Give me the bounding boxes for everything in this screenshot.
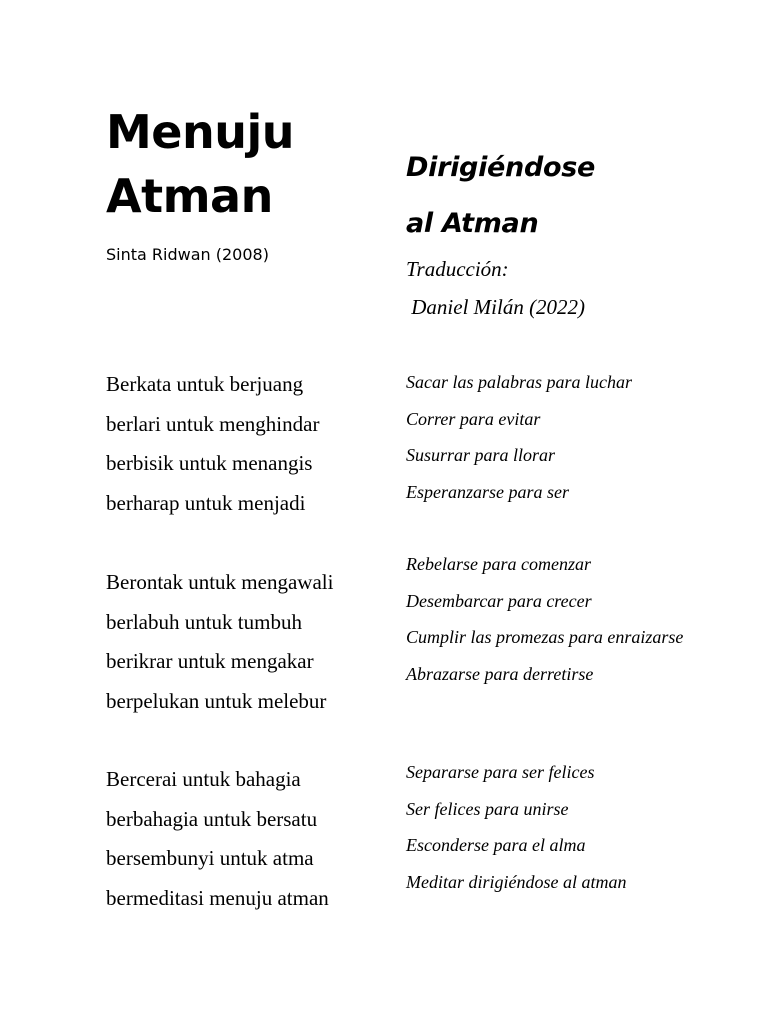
translation-line: Esperanzarse para ser	[406, 481, 570, 502]
translation-line: Ser felices para unirse	[406, 798, 569, 819]
translation-line: Abrazarse para derretirse	[406, 663, 594, 684]
poem-line: berlabuh untuk tumbuh	[106, 609, 302, 634]
original-stanza-3	[106, 760, 329, 918]
poem-title-line: Atman	[106, 169, 273, 223]
translation-stanza-2	[406, 552, 686, 698]
translation-stanza-3	[406, 760, 686, 906]
translation-line: Desembarcar para crecer	[406, 590, 592, 611]
poem-line: Berontak untuk mengawali	[106, 570, 334, 594]
original-stanza-1	[106, 365, 319, 523]
poem-line: berpelukan untuk melebur	[106, 688, 327, 713]
translation-credit	[406, 250, 585, 326]
poem-line: berbahagia untuk bersatu	[106, 806, 318, 831]
translation-title	[406, 140, 595, 252]
translation-line: Separarse para ser felices	[406, 762, 595, 782]
translation-line: Correr para evitar	[406, 408, 541, 429]
poem-line: Bercerai untuk bahagia	[106, 767, 301, 791]
poem-line: berikrar untuk mengakar	[106, 649, 314, 673]
poem-line: Berkata untuk berjuang	[106, 372, 304, 396]
translation-line: Sacar las palabras para luchar	[406, 372, 633, 392]
poem-author: Sinta Ridwan (2008)	[106, 245, 269, 264]
translation-line: Esconderse para el alma	[406, 835, 586, 855]
translation-line: Rebelarse para comenzar	[406, 554, 591, 574]
translation-title-line: Dirigiéndose	[406, 152, 596, 183]
original-stanza-2	[106, 563, 333, 721]
poem-line: berharap untuk menjadi	[106, 490, 306, 515]
translation-credit-label: Traducción:	[406, 257, 509, 281]
translation-title-line: al Atman	[406, 208, 539, 239]
translation-line: Susurrar para llorar	[406, 445, 556, 465]
poem-line: berbisik untuk menangis	[106, 451, 313, 475]
translator-name: Daniel Milán (2022)	[406, 295, 586, 319]
poem-line: bermeditasi menuju atman	[106, 885, 329, 910]
poem-line: berlari untuk menghindar	[106, 411, 320, 436]
translation-stanza-1	[406, 370, 686, 516]
translation-line: Cumplir las promezas para enraizarse	[406, 627, 684, 647]
poem-title	[106, 100, 294, 228]
poem-line: bersembunyi untuk atma	[106, 846, 314, 870]
poem-title-line: Menuju	[106, 105, 294, 159]
translation-line: Meditar dirigiéndose al atman	[406, 871, 627, 892]
